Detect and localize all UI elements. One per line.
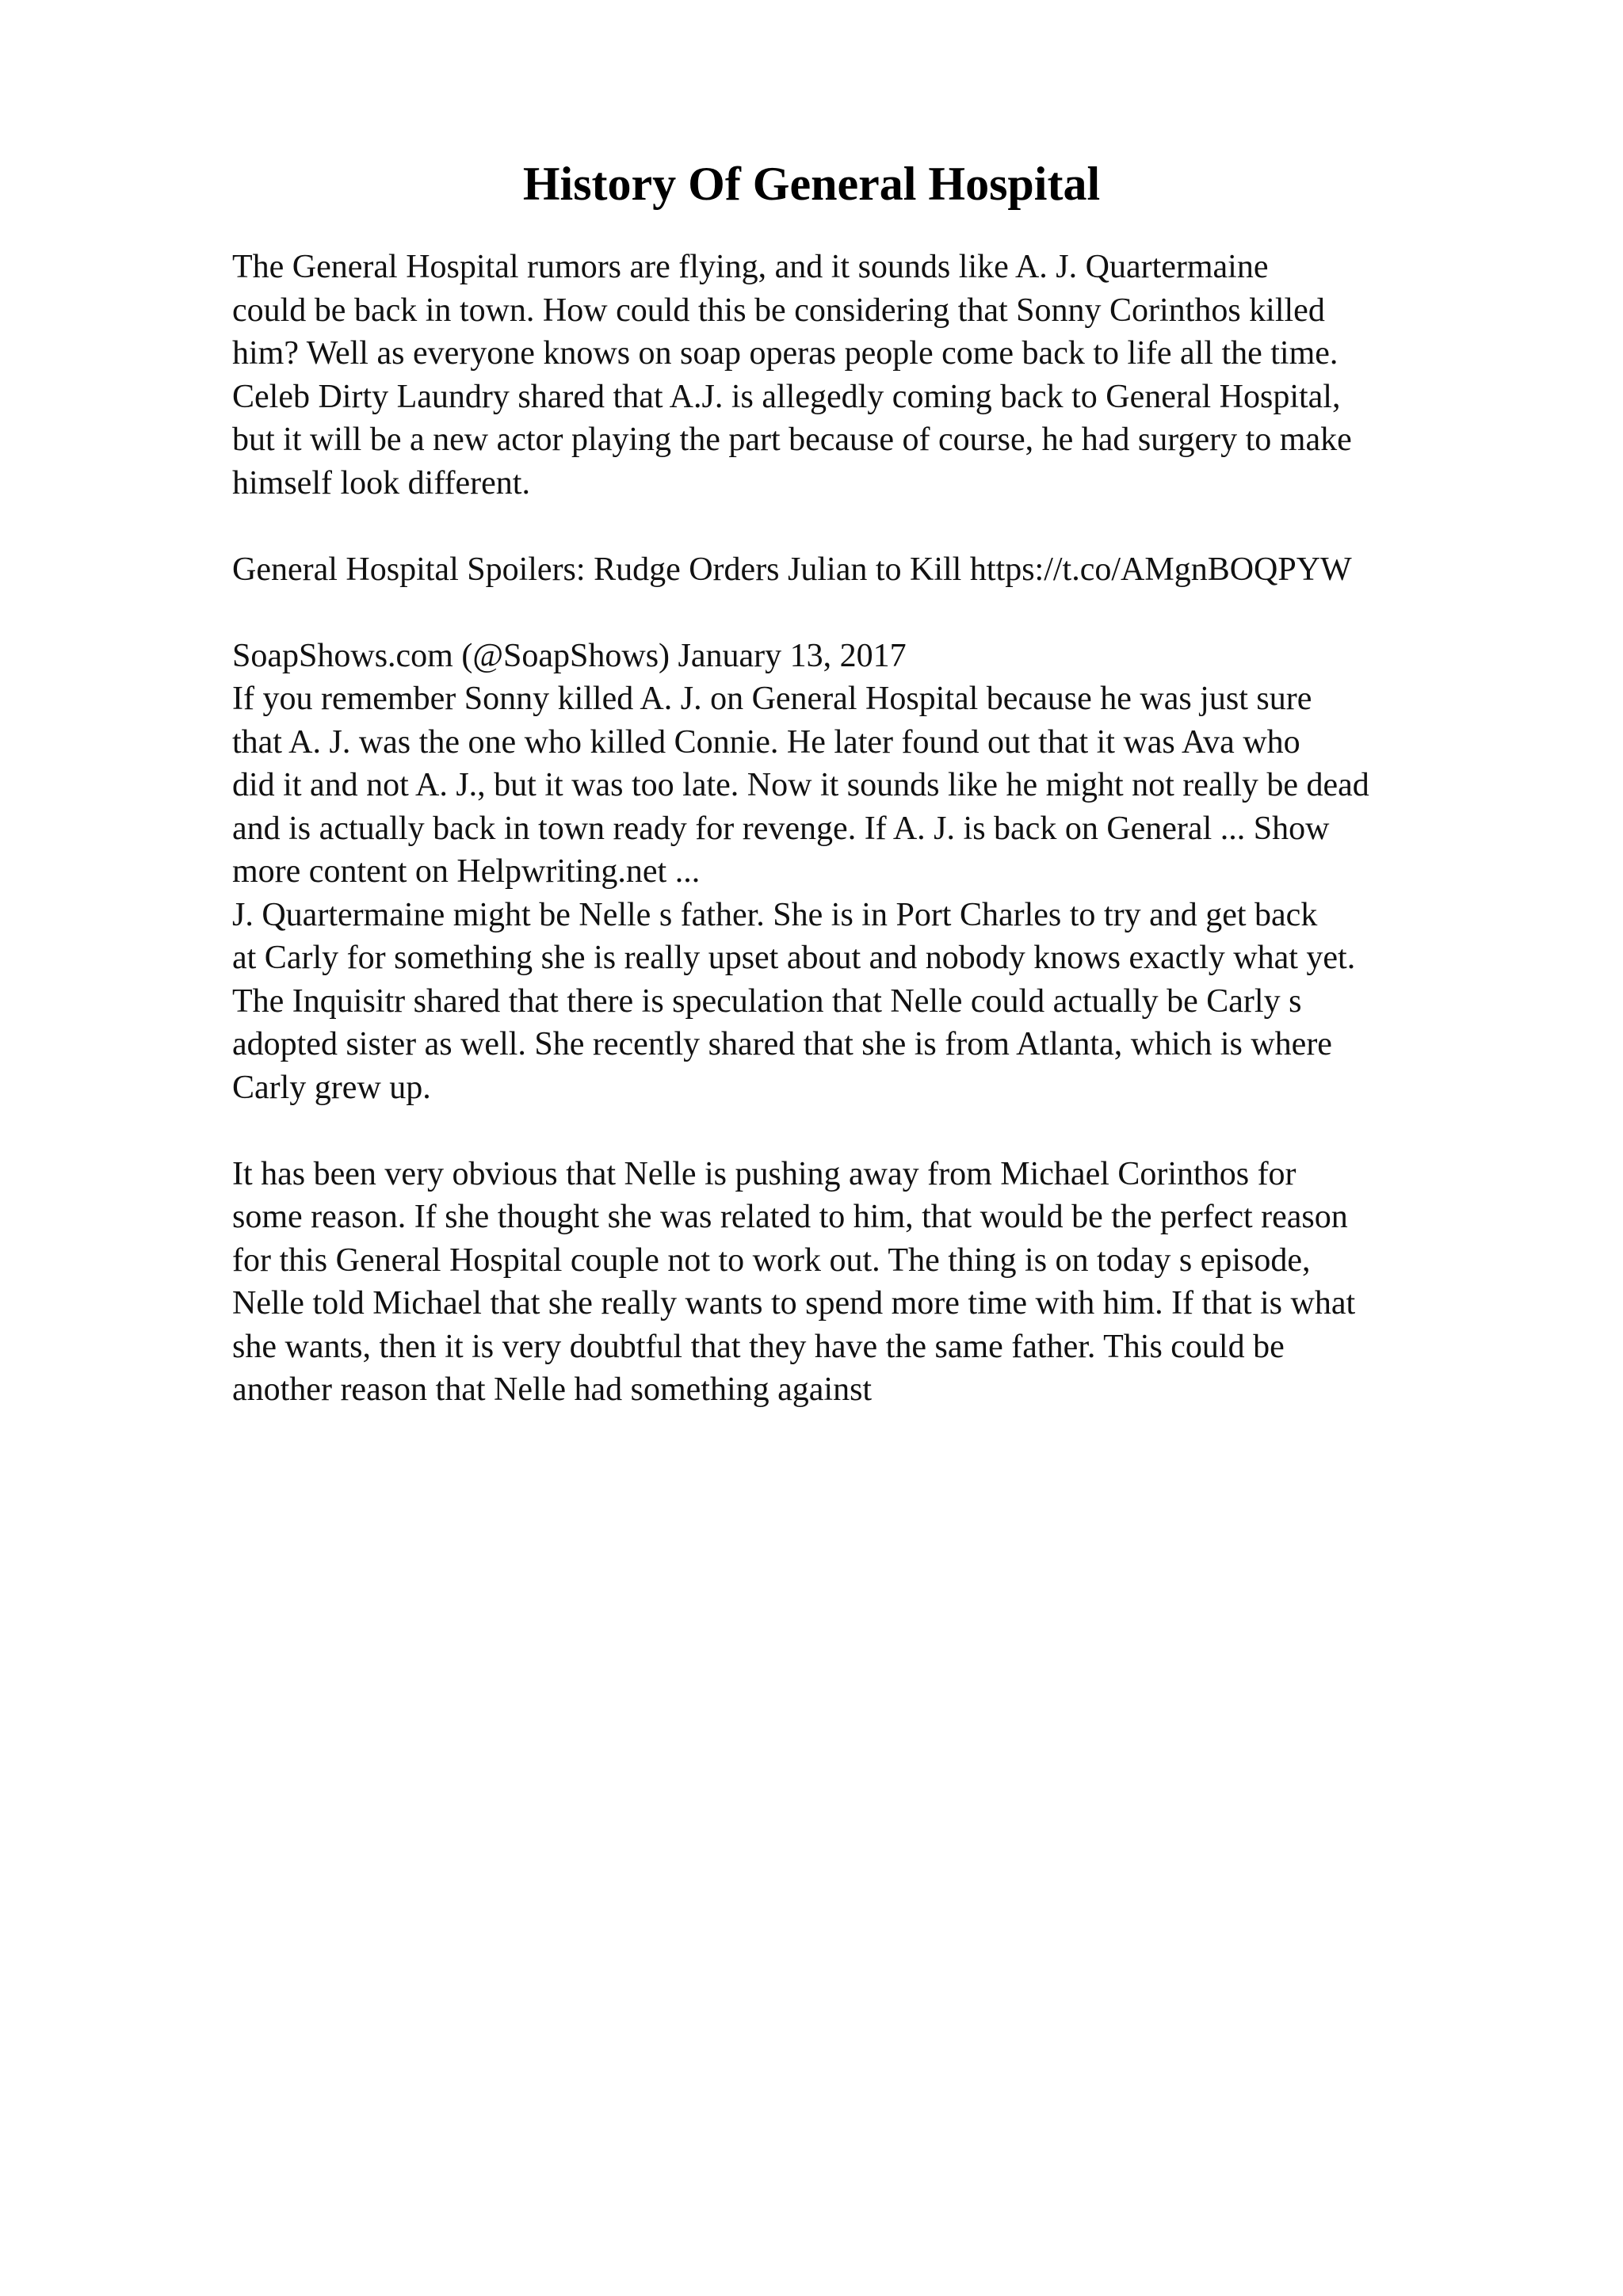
text-line: at Carly for something she is really upset about and nobody knows exactly what yet.: [232, 940, 1356, 976]
text-line: that A. J. was the one who killed Connie. He later found out that it was Ava who: [232, 723, 1300, 761]
text-line: It has been very obvious that Nelle is pushing away from Michael Corinthos for: [232, 1155, 1296, 1192]
paragraph-gap: [232, 1109, 1595, 1153]
text-line: for this General Hospital couple not to work out. The thing is on today s episode,: [232, 1241, 1311, 1279]
text-line: could be back in town. How could this be considering that Sonny Corinthos killed: [232, 292, 1325, 329]
text-line: Carly grew up.: [232, 1069, 431, 1106]
tweet-text-line: General Hospital Spoilers: Rudge Orders Julian to Kill https://t.co/AMgnBOQPYW: [232, 551, 1352, 588]
text-line: some reason. If she thought she was related to him, that would be the perfect reason: [232, 1199, 1348, 1235]
tweet-attribution-line: SoapShows.com (@SoapShows) January 13, 2017: [232, 637, 907, 674]
paragraph-gap: [232, 591, 1595, 635]
text-line: did it and not A. J., but it was too late. Now it sounds like he might not really be dead: [232, 767, 1369, 803]
text-line: adopted sister as well. She recently shared that she is from Atlanta, which is where: [232, 1026, 1332, 1062]
text-line: The General Hospital rumors are flying, and it sounds like A. J. Quartermaine: [232, 249, 1269, 285]
paragraph-1: [232, 246, 1595, 505]
paragraph-3: [232, 635, 1595, 1110]
text-line: Nelle told Michael that she really wants to spend more time with him. If that is what: [232, 1285, 1356, 1322]
text-line: Celeb Dirty Laundry shared that A.J. is allegedly coming back to General Hospital,: [232, 378, 1341, 415]
text-line: more content on Helpwriting.net ...: [232, 853, 701, 890]
text-line: she wants, then it is very doubtful that they have the same father. This could be: [232, 1328, 1285, 1365]
paragraph-4: [232, 1153, 1595, 1412]
text-line: If you remember Sonny killed A. J. on General Hospital because he was just sure: [232, 681, 1312, 717]
text-line: him? Well as everyone knows on soap operas people come back to life all the time.: [232, 335, 1338, 372]
text-line: and is actually back in town ready for revenge. If A. J. is back on General ... Show: [232, 810, 1330, 847]
document-body: [232, 246, 1595, 1412]
paragraph-2: [232, 548, 1595, 592]
paragraph-gap: [232, 505, 1595, 548]
text-line: but it will be a new actor playing the part because of course, he had surgery to make: [232, 421, 1352, 458]
text-line: The Inquisitr shared that there is speculation that Nelle could actually be Carly s: [232, 982, 1302, 1020]
document-title: History Of General Hospital: [522, 158, 1101, 210]
text-line: himself look different.: [232, 464, 530, 502]
text-line: another reason that Nelle had something against: [232, 1371, 873, 1408]
text-line: J. Quartermaine might be Nelle s father. She is in Port Charles to try and get back: [232, 896, 1318, 933]
